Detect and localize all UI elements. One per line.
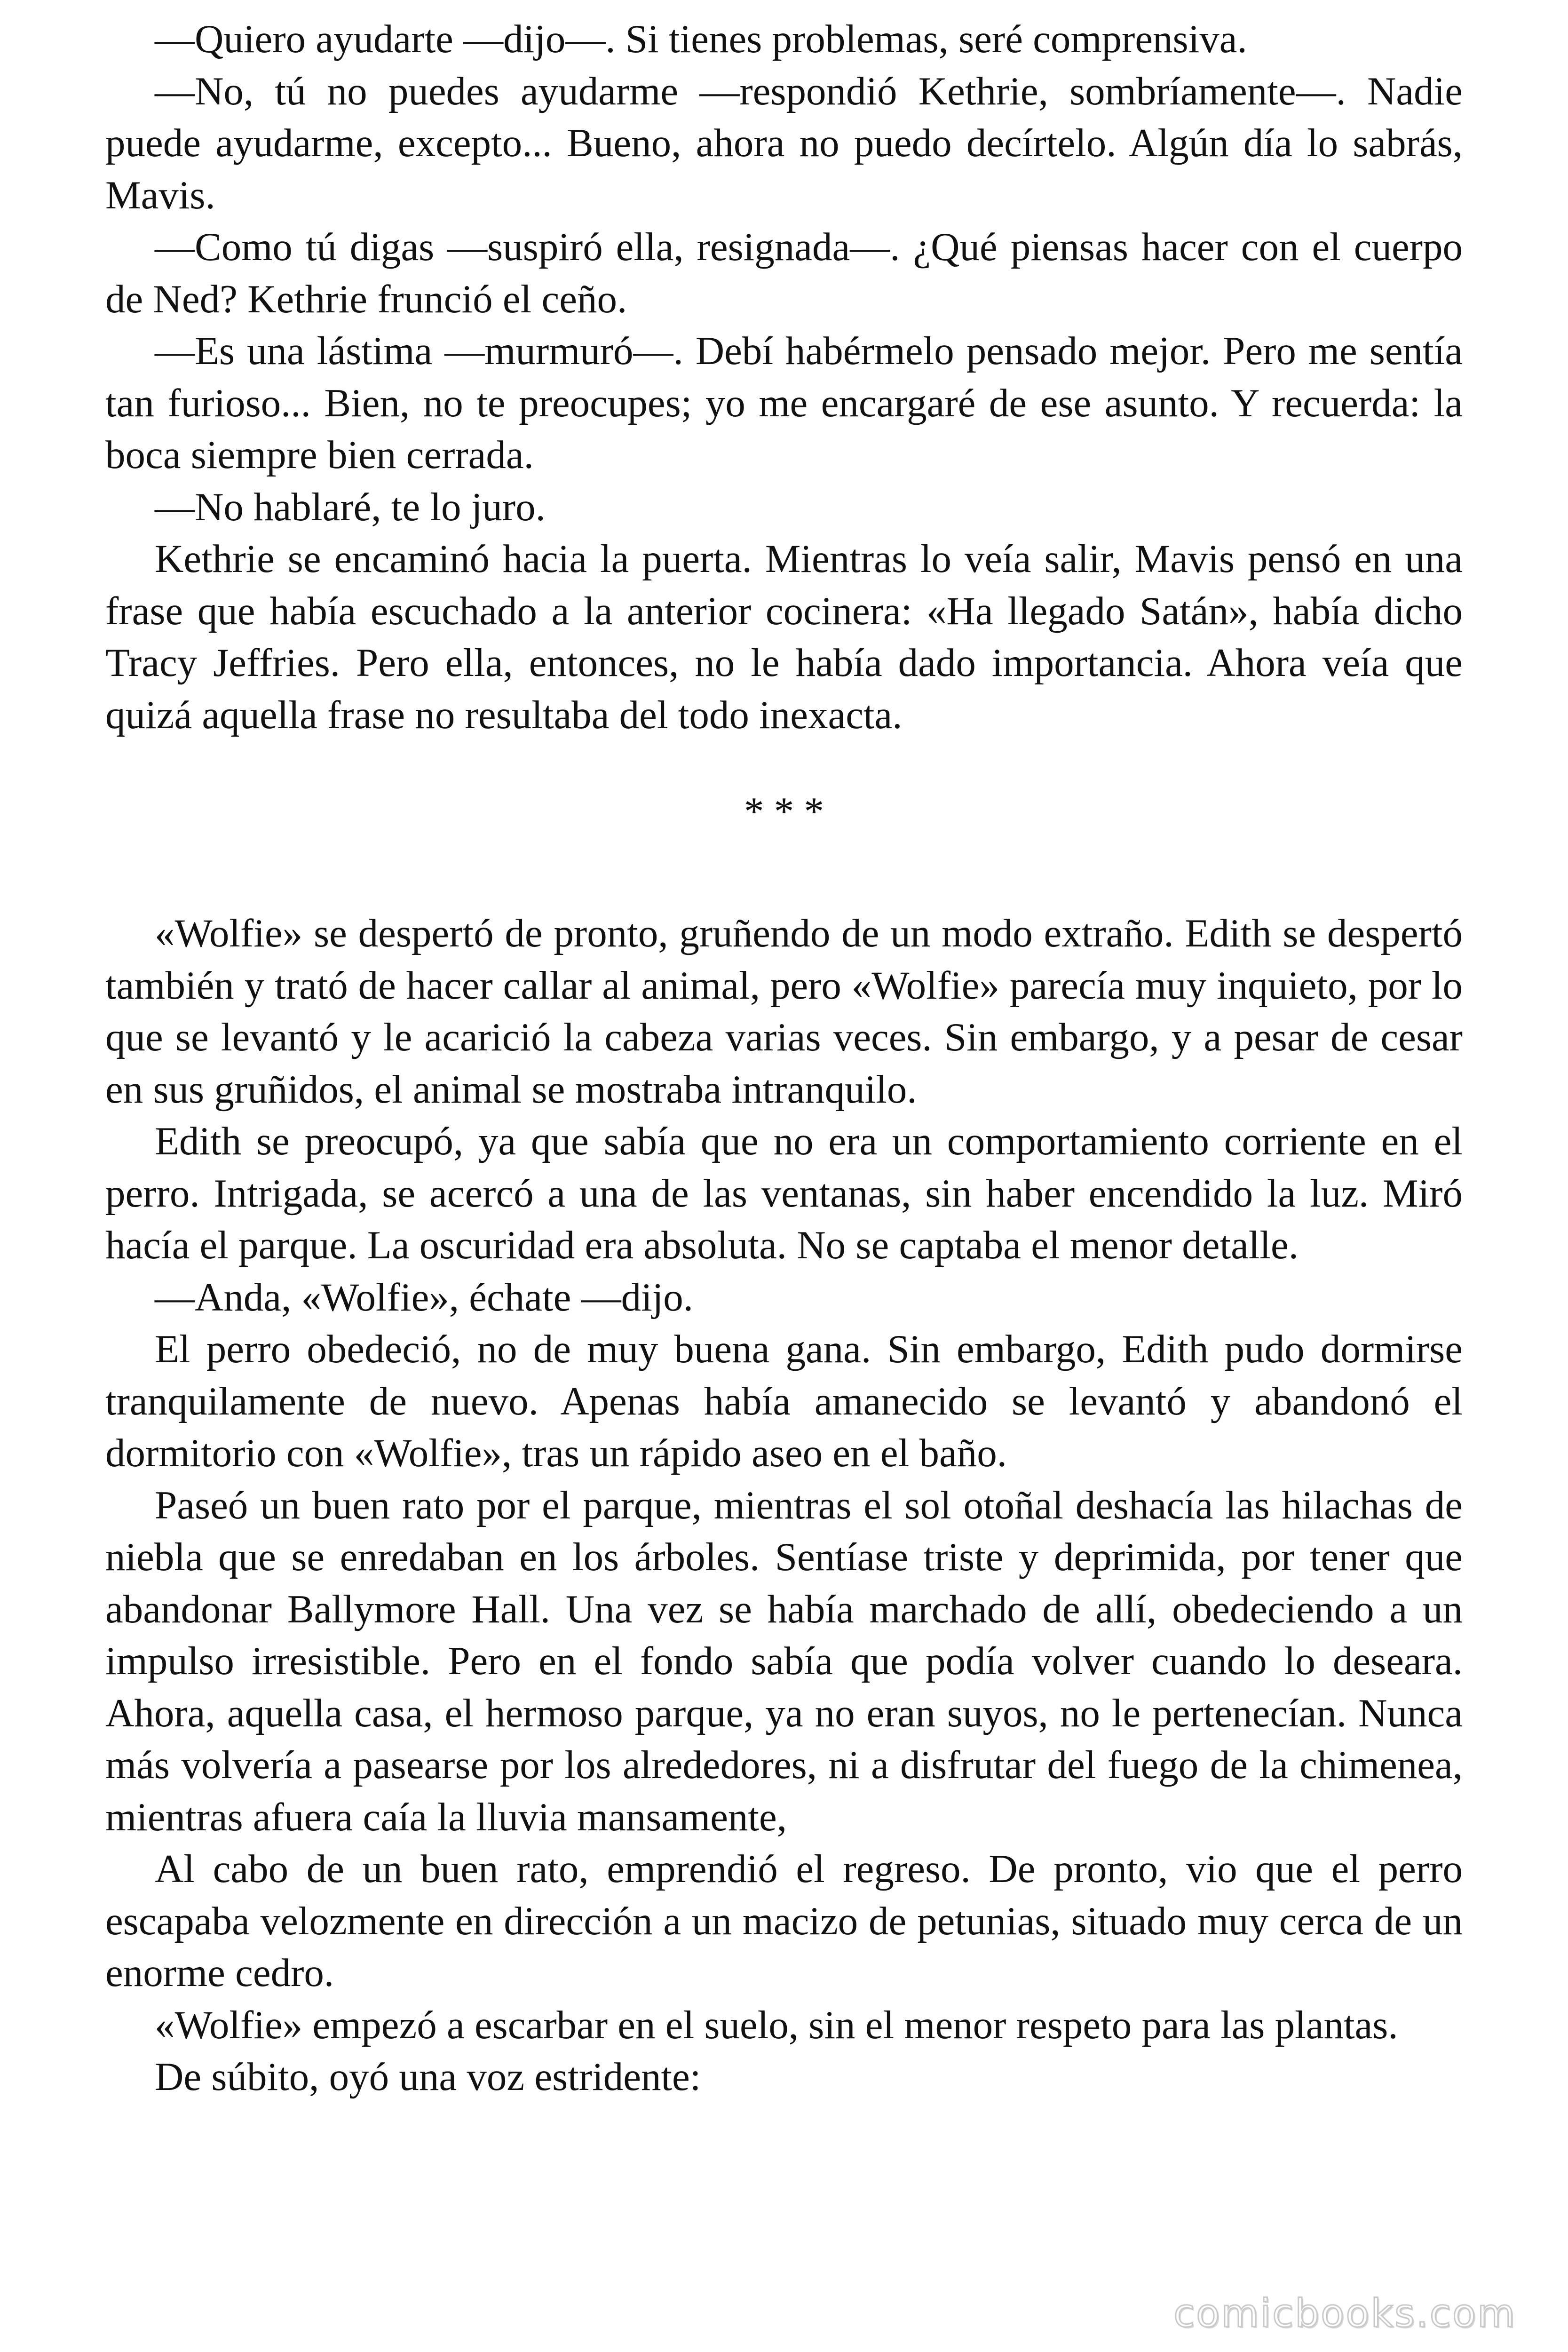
paragraph: El perro obedeció, no de muy buena gana. Sin embargo, Edith pudo dormirse tranquilamente de nuevo. Apenas había amanecido se levantó y abandonó el dormitorio con «Wolfie», tras un rápido aseo en el baño.: [105, 1327, 1463, 1475]
paragraph: Kethrie se encaminó hacia la puerta. Mientras lo veía salir, Mavis pensó en una frase que había escuchado a la anterior cocinera: «Ha llegado Satán», había dicho Tracy Jeffries. Pero ella, entonces, no le había dado importancia. Ahora veía que quizá aquella frase no resultaba del todo inexacta.: [105, 537, 1463, 737]
paragraph: «Wolfie» se despertó de pronto, gruñendo de un modo extraño. Edith se despertó también y trató de hacer callar al animal, pero «Wolfie» parecía muy inquieto, por lo que se levantó y le acarició la cabeza varias veces. Sin embargo, y a pesar de cesar en sus gruñidos, el animal se mostraba intranquilo.: [105, 911, 1463, 1112]
paragraph: —Es una lástima —murmuró—. Debí habérmelo pensado mejor. Pero me sentía tan furioso... Bien, no te preocupes; yo me encargaré de ese asunto. Y recuerda: la boca siempre bien cerrada.: [105, 329, 1463, 477]
page-body: [105, 13, 1463, 2103]
paragraph: —Anda, «Wolfie», échate —dijo.: [155, 1275, 694, 1319]
paragraph: —No, tú no puedes ayudarme —respondió Kethrie, sombríamente—. Nadie puede ayudarme, excepto... Bueno, ahora no puedo decírtelo. Algún día lo sabrás, Mavis.: [105, 69, 1463, 217]
paragraph: Al cabo de un buen rato, emprendió el regreso. De pronto, vio que el perro escapaba velozmente en dirección a un macizo de petunias, situado muy cerca de un enorme cedro.: [105, 1847, 1463, 1995]
paragraph: De súbito, oyó una voz estridente:: [155, 2055, 701, 2099]
paragraph: «Wolfie» empezó a escarbar en el suelo, sin el menor respeto para las plantas.: [155, 2002, 1398, 2047]
paragraph: —No hablaré, te lo juro.: [155, 485, 546, 529]
paragraph: Edith se preocupó, ya que sabía que no era un comportamiento corriente en el perro. Intrigada, se acercó a una de las ventanas, sin haber encendido la luz. Miró hacía el parque. La oscuridad era absoluta. No se captaba el menor detalle.: [105, 1119, 1463, 1267]
paragraph: —Como tú digas —suspiró ella, resignada—. ¿Qué piensas hacer con el cuerpo de Ned? Kethrie frunció el ceño.: [105, 225, 1463, 321]
paragraph: —Quiero ayudarte —dijo—. Si tienes problemas, seré comprensiva.: [155, 17, 1247, 61]
paragraph: Paseó un buen rato por el parque, mientras el sol otoñal deshacía las hilachas de niebla que se enredaban en los árboles. Sentíase triste y deprimida, por tener que abandonar Ballymore Hall. Una vez se había marchado de allí, obedeciendo a un impulso irresistible. Pero en el fondo sabía que podía volver cuando lo deseara. Ahora, aquella casa, el hermoso parque, ya no eran suyos, no le pertenecían. Nunca más volvería a pasearse por los alrededores, ni a disfrutar del fuego de la chimenea, mientras afuera caía la lluvia mansamente,: [105, 1483, 1463, 1839]
watermark: comicbooks.com: [1173, 2291, 1516, 2336]
scene-break: * * *: [744, 789, 824, 834]
